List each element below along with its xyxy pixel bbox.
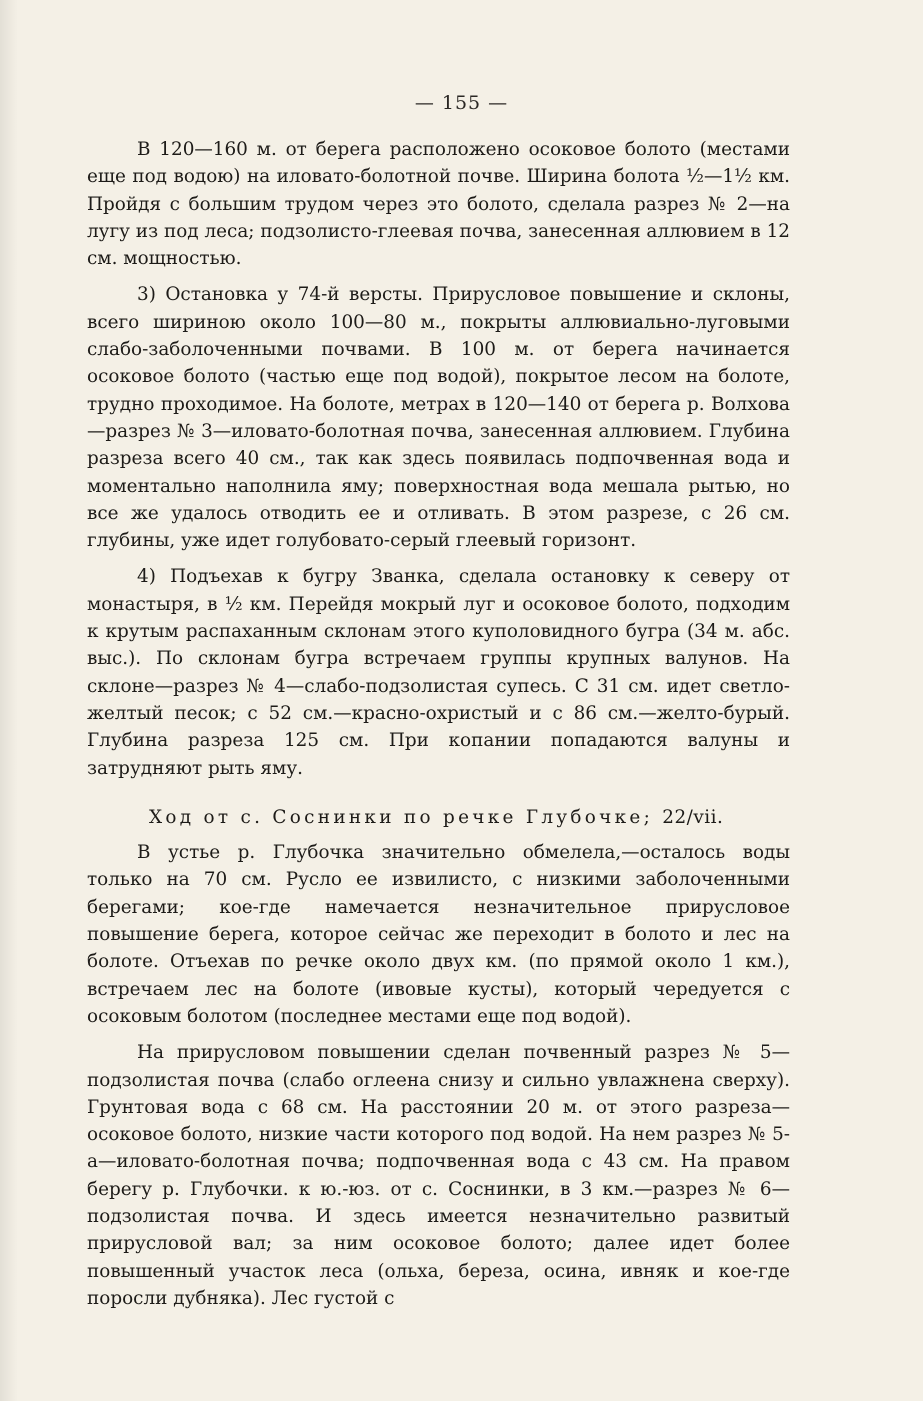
paragraph-3: 4) Подъехав к бугру Званка, сделала остановку к северу от монастыря, в ½ км. Перейдя мокрый луг и осоковое болото, подходим к крутым распаханным склонам этого куполовидного бугра (34 м. абс. выс.). По склонам бугра встречаем группы крупных валунов. На склоне—разрез № 4—слабо-подзолистая супесь. С 31 см. идет светло-желтый песок; с 52 см.—красно-охристый и с 86 см.—желто-бурый. Глубина разреза 125 см. При копании попадаются валуны и затрудняют рыть яму. (87, 566, 790, 779)
section-heading (87, 804, 790, 831)
main-text (87, 136, 790, 1312)
paragraph-5: На прирусловом повышении сделан почвенный разрез № 5—подзолистая почва (слабо оглеена снизу и сильно увлажнена сверху). Грунтовая вода с 68 см. На расстоянии 20 м. от этого разреза—осоковое болото, низкие части которого под водой. На нем разрез № 5-а—иловато-болотная почва; подпочвенная вода с 43 см. На правом берегу р. Глубочки. к ю.-юз. от с. Соснинки, в 3 км.—разрез № 6—подзолистая почва. И здесь имеется незначительно развитый прирусловой вал; за ним осоковое болото; далее идет более повышенный участок леса (ольха, береза, осина, ивняк и кое-где поросли дубняка). Лес густой с (87, 1042, 790, 1309)
page-number: — 155 — (414, 92, 509, 114)
paragraph-4: В устье р. Глубочка значительно обмелела,—осталось воды только на 70 см. Русло ее извилисто, с низкими заболоченными берегами; кое-где намечается незначительное прирусловое повышение берега, которое сейчас же переходит в болото и лес на болоте. Отъехав по речке около двух км. (по прямой около 1 км.), встречаем лес на болоте (ивовые кусты), который чередуется с осоковым болотом (последнее местами еще под водой). (87, 842, 790, 1027)
paragraph-2: 3) Остановка у 74-й версты. Прирусловое повышение и склоны, всего шириною около 100—80 м., покрыты аллювиально-луговыми слабо-заболоченными почвами. В 100 м. от берега начинается осоковое болото (частью еще под водой), покрытое лесом на болоте, трудно проходимое. На болоте, метрах в 120—140 от берега р. Волхова—разрез № 3—иловато-болотная почва, занесенная аллювием. Глубина разреза всего 40 см., так как здесь появилась подпочвенная вода и моментально наполнила яму; поверхностная вода мешала рытью, но все же удалось отводить ее и отливать. В этом разрезе, с 26 см. глубины, уже идет голубовато-серый глеевый горизонт. (87, 284, 790, 552)
section-heading-text: Ход от с. Соснинки по речке Глубочке; (149, 806, 654, 828)
paragraph-1: В 120—160 м. от берега расположено осоковое болото (местами еще под водою) на иловато-болотной почве. Ширина болота ½—1½ км. Пройдя с большим трудом через это болото, сделала разрез № 2—на лугу из под леса; подзолисто-глеевая почва, занесенная аллювием в 12 см. мощностью. (87, 139, 790, 270)
section-heading-date: 22/vii. (662, 806, 724, 828)
